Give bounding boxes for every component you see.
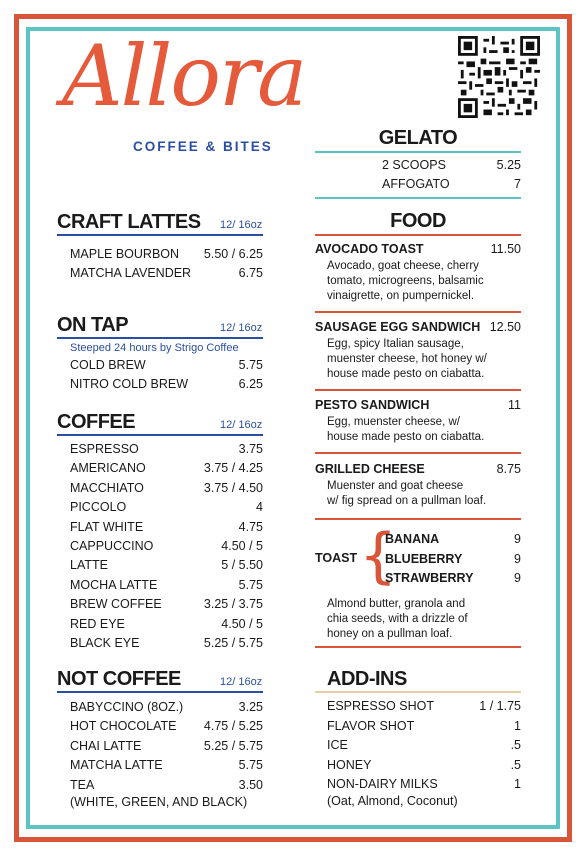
list-item: BANANA 9 xyxy=(385,532,521,546)
add-ins-rule xyxy=(315,691,521,693)
list-item: ICE .5 xyxy=(327,738,521,752)
list-item: MAPLE BOURBON 5.50 / 6.25 xyxy=(70,247,263,261)
food-divider xyxy=(315,389,521,391)
list-item: BLUEBERRY 9 xyxy=(385,551,521,566)
list-item: FLAT WHITE 4.75 xyxy=(70,519,263,534)
on-tap-rule xyxy=(57,337,263,339)
add-ins-list xyxy=(327,699,521,811)
list-item: LATTE 5 / 5.50 xyxy=(70,558,263,573)
on-tap-note: Steeped 24 hours by Strigo Coffee xyxy=(70,342,239,354)
list-item: ESPRESSO SHOT 1 / 1.75 xyxy=(327,699,521,713)
list-item: CHAI LATTE 5.25 / 5.75 xyxy=(70,738,263,753)
milk-note: (Oat, Almond, Coconut) xyxy=(327,794,458,808)
food-divider xyxy=(315,518,521,520)
list-item: HOT CHOCOLATE 4.75 / 5.25 xyxy=(70,719,263,734)
qr-code-icon[interactable] xyxy=(458,36,540,118)
food-bottom-rule xyxy=(315,646,521,648)
list-item: HONEY .5 xyxy=(327,757,521,772)
not-coffee-title: NOT COFFEE xyxy=(57,668,181,690)
not-coffee-list xyxy=(70,700,263,812)
food-item-grilled-cheese: GRILLED CHEESE 8.75 Muenster and goat cheese w/ fig spread on a pullman loaf. xyxy=(315,462,521,507)
list-item: MOCHA LATTE 5.75 xyxy=(70,577,263,592)
list-item: NITRO COLD BREW 6.25 xyxy=(70,377,263,391)
list-item: BLACK EYE 5.25 / 5.75 xyxy=(70,635,263,650)
list-item: NON-DAIRY MILKS 1 xyxy=(327,777,521,791)
brace-icon: { xyxy=(359,521,398,591)
food-divider xyxy=(315,452,521,454)
toast-description: Almond butter, granola and chia seeds, with a drizzle of honey on a pullman loaf. xyxy=(327,598,468,640)
tea-note: (WHITE, GREEN, AND BLACK) xyxy=(70,794,248,809)
coffee-size: 12/ 16oz xyxy=(220,419,263,431)
list-item: MATCHA LAVENDER 6.75 xyxy=(70,266,263,280)
coffee-list xyxy=(70,442,263,655)
food-rule xyxy=(315,234,521,236)
toast-options xyxy=(385,532,521,591)
list-item: ESPRESSO 3.75 xyxy=(70,442,263,456)
brand-logo: Allora xyxy=(62,27,306,125)
add-ins-title: ADD-INS xyxy=(327,668,407,690)
coffee-title: COFFEE xyxy=(57,411,136,433)
on-tap-size: 12/ 16oz xyxy=(220,322,263,334)
craft-lattes-list xyxy=(70,247,263,285)
list-item: FLAVOR SHOT 1 xyxy=(327,718,521,733)
list-item: AFFOGATO 7 xyxy=(382,177,521,191)
toast-label: TOAST xyxy=(315,551,358,565)
food-title: FOOD xyxy=(390,210,446,232)
list-item: RED EYE 4.50 / 5 xyxy=(70,616,263,631)
list-item: COLD BREW 5.75 xyxy=(70,358,263,372)
list-item: MATCHA LATTE 5.75 xyxy=(70,758,263,773)
not-coffee-rule xyxy=(57,691,263,693)
brand-tagline: COFFEE & BITES xyxy=(133,139,273,154)
food-item-sausage-egg-sandwich: SAUSAGE EGG SANDWICH 12.50 Egg, spicy Italian sausage, muenster cheese, hot honey w/ house made pesto on ciabatta. xyxy=(315,320,521,380)
gelato-bottom-rule xyxy=(315,197,521,199)
list-item: TEA 3.50 xyxy=(70,777,263,792)
gelato-title: GELATO xyxy=(378,127,458,149)
craft-lattes-title: CRAFT LATTES xyxy=(57,211,201,233)
not-coffee-size: 12/ 16oz xyxy=(220,676,263,688)
on-tap-title: ON TAP xyxy=(57,314,129,336)
list-item: CAPPUCCINO 4.50 / 5 xyxy=(70,538,263,553)
food-divider xyxy=(315,311,521,313)
list-item: AMERICANO 3.75 / 4.25 xyxy=(70,461,263,476)
craft-lattes-size: 12/ 16oz xyxy=(220,219,263,231)
craft-lattes-rule xyxy=(57,234,263,236)
list-item: BABYCCINO (8OZ.) 3.25 xyxy=(70,700,263,714)
list-item: STRAWBERRY 9 xyxy=(385,571,521,585)
list-item: BREW COFFEE 3.25 / 3.75 xyxy=(70,597,263,612)
list-item: PICCOLO 4 xyxy=(70,500,263,515)
gelato-rule xyxy=(315,151,521,153)
list-item: MACCHIATO 3.75 / 4.50 xyxy=(70,480,263,495)
food-item-avocado-toast: AVOCADO TOAST 11.50 Avocado, goat cheese, cherry tomato, microgreens, balsamic vinaigrette, on pumpernickel. xyxy=(315,242,521,302)
coffee-rule xyxy=(57,434,263,436)
on-tap-list xyxy=(70,358,263,396)
food-item-pesto-sandwich: PESTO SANDWICH 11 Egg, muenster cheese, w/ house made pesto on ciabatta. xyxy=(315,398,521,443)
list-item: 2 SCOOPS 5.25 xyxy=(382,158,521,172)
gelato-list xyxy=(382,158,521,196)
